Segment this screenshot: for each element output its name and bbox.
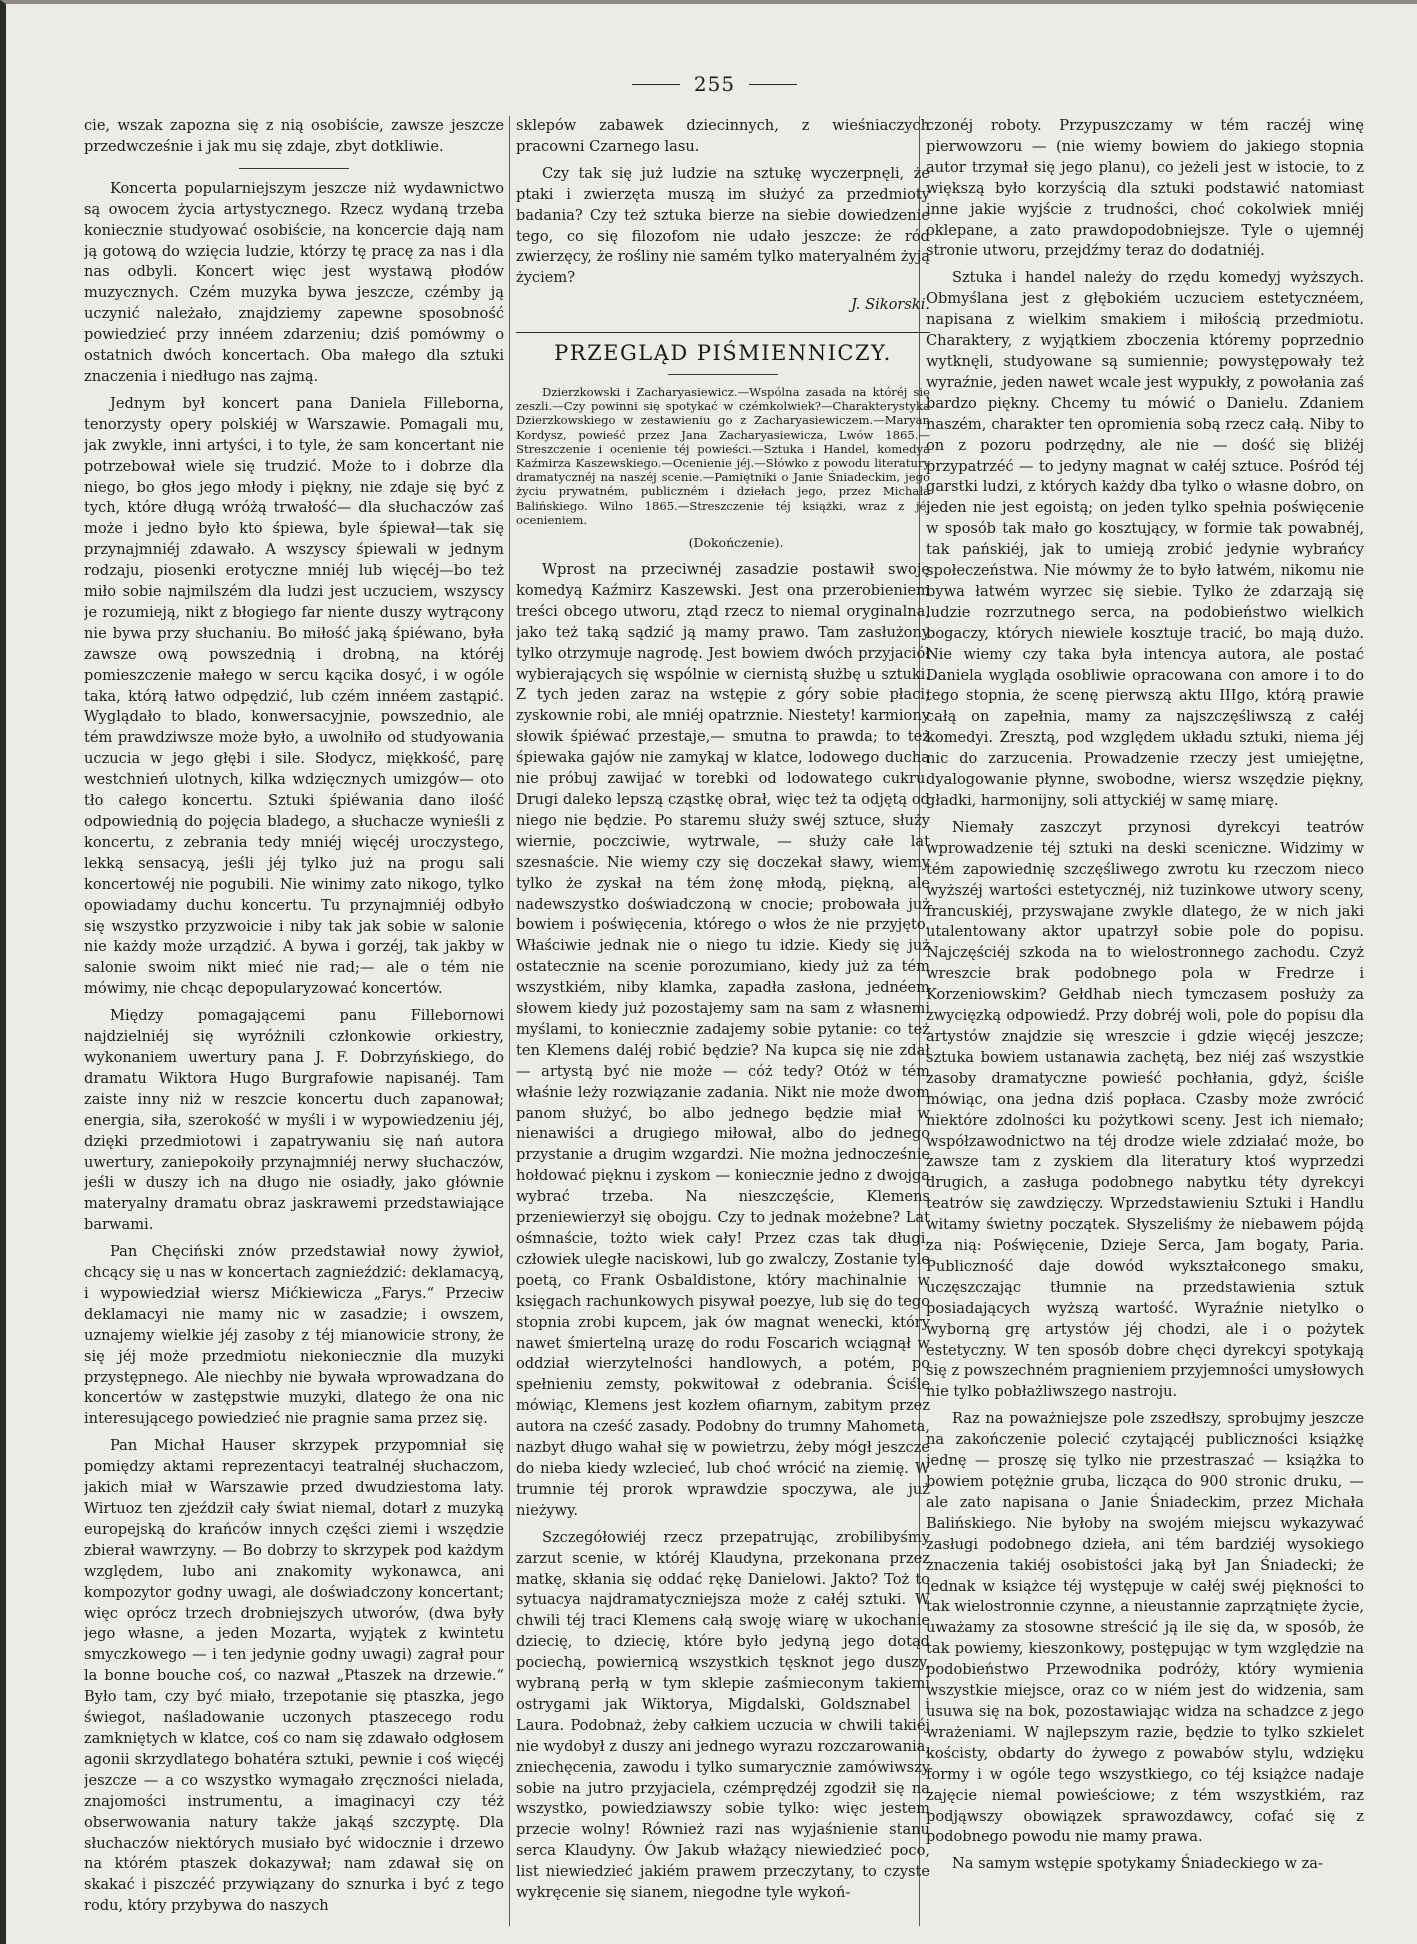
section-title: PRZEGLĄD PIŚMIENNICZY.: [554, 341, 892, 366]
column-1: [84, 116, 504, 1926]
page-number: 255: [693, 72, 736, 96]
paragraph: Sztuka i handel należy do rzędu komedyj wyższych. Obmyślana jest z głębokiém uczuciem estetycznéem, napisana z wielkim smakiem i miłością przedmiotu. Charaktery, z wyjątkiem zboczenia któremy poprzednio wytknęli, studyowane są sumiennie; powystępowały też wyraźnie, jeden nawet wcale jest wypukły, z powołania zaś bardzo piękny. Chcemy tu mówić o Danielu. Zdaniem naszém, charakter ten opromienia sobą rzecz całą. Niby to on z pozoru podrzędny, ale nie — dość się bliżéj przypatrzéć — to jedyny magnat w całéj sztuce. Pośród téj garstki ludzi, z których każdy dba tylko o własne dobro, on jeden nie jest egoistą; on jeden tylko spełnia poświęcenie w sposób tak mało go kosztujący, w formie tak powabnéj, tak pańskiéj, jak to umieją zrobić jedynie wybrańcy społeczeństwa. Nie mówmy że to było łatwém, nikomu nie bywa łatwém wyrzec się siebie. Tylko że zdarzają się ludzie rozrzutnego serca, na podobieństwo wielkich bogaczy, których niewiele kosztuje tracić, bo mają dużo. Nie wiemy czy taka była intencya autora, ale postać Daniela wygląda osobliwie opracowana con amore i to do tego stopnia, że scenę pierwszą aktu IIIgo, którą prawie całą on zapełnia, mamy za najszczęśliwszą z całéj komedyi. Zresztą, pod względem układu sztuki, niema jéj nic do zarzucenia. Prowadzenie rzeczy jest umiejętne, dyalogowanie płynne, swobodne, wiersz wszędzie piękny, gładki, harmonijny, soli attyckiéj w samę miarę.: [926, 269, 1364, 809]
column-2: [516, 116, 930, 1926]
paragraph: Koncerta popularniejszym jeszcze niż wydawnictwo są owocem życia artystycznego. Rzecz wydaną trzeba koniecznie studyować osobiście, na koncercie dają nam ją gotową do wzięcia ludzie, którzy tę pracę za nas i dla nas odbyli. Koncert więc jest wystawą płodów muzycznych. Czém muzyka bywa jeszcze, czémby ją uczynić należało, znajdziemy zapewne sposobność powiedzieć przy innéem zdarzeniu; dziś pomówmy o ostatnich dwóch koncertach. Oba małego dla sztuki znaczenia i niedługo nas zajmą.: [84, 179, 504, 385]
section-summary: Dzierzkowski i Zacharyasiewicz.—Wspólna zasada na któréj się zeszli.—Czy powinni się spotykać w czémkolwiek?—Charakterystyka Dzierzkowskiego w zestawieniu go z Zacharyasiewiczem.—Maryan Kordysz, powieść przez Jana Zacharyasiewicza, Lwów 1865.—Streszczenie i ocenienie téj powieści.—Sztuka i Handel, komedya Kaźmirza Kaszewskiego.—Ocenienie jéj.—Słówko z powodu literatury dramatycznéj na naszéj scenie.—Pamiętniki o Janie Śniadeckim, jego życiu prywatném, publiczném i dziełach jego, przez Michała Balińskiego. Wilno 1865.—Streszczenie téj książki, wraz z jéj ocenieniem.: [516, 385, 930, 527]
paragraph: Wprost na przeciwnéj zasadzie postawił swoję komedyą Kaźmirz Kaszewski. Jest ona przerobieniem treści obcego utworu, ztąd rzecz to niemal oryginalna, jako też taką sądzić ją mamy prawo. Tam zasłużony tylko otrzymuje nagrodę. Jest bowiem dwóch przyjaciół wybierających się wspólnie w ciernistą służbę u sztuki. Z tych jeden zaraz na wstępie z góry sobie płaci; zyskownie robi, ale mniéj opatrznie. Niestety! karmiony słowik śpiéwać przestaje,— smutna to prawda; to też śpiewaka gajów nie zamykaj w klatce, lodowego ducha nie próbuj zawijać w torebki od lodowatego cukru. Drugi daleko lepszą cząstkę obrał, więc też ta odjętą od niego nie będzie. Po staremu służy swéj sztuce, służy wiernie, poczciwie, wytrwale, — służy całe lat szesnaście. Nie wiemy czy się doczekał sławy, wiemy tylko że zyskał na tém żonę młodą, piękną, ale nadewszystko doświadczoną w cnocie; probowała już bowiem i poświęcenia, którego o włos że nie przyjęto. Właściwie jednak nie o niego tu idzie. Kiedy się już ostatecznie na scenie porozumiano, kiedy już za tém wszystkiém, niby klamka, zapadła zasłona, jednéem słowem kiedy już pozostajemy sam na sam z własnemi myślami, to koniecznie zadajemy sobie pytanie: co też ten Klemens daléj robić będzie? Na kupca się nie zdał — artystą być nie może — cóż tedy? Otóż w tém właśnie leży rozwiązanie zadania. Nikt nie może dwom panom służyć, bo albo jednego będzie miał w nienawiści a drugiego miłował, albo do jednego przystanie a drugim wzgardzi. Nie można jednocześnie hołdować pięknu i zyskom — koniecznie jedno z dwojga wybrać trzeba. Na nieszczęście, Klemens przeniewierzył się obojgu. Czy to jednak możebne? Lat ośmnaście, tożto wiek cały! Przez czas tak długi, człowiek uległe naciskowi, lub go zwalczy, Zostanie tyle poetą, co Frank Osbaldistone, który machinalnie w księgach rachunkowych pisywał poezye, lub się do tego stopnia zrobi kupcem, jak ów magnat wenecki, który nawet śmiertelną urazę do rodu Foscarich wciągnął w oddział wierzytelności handlowych, a potém, po spełnieniu zemsty, pokwitował z odebrania. Ściśle mówiąc, Klemens jest kozłem ofiarnym, zabitym przez autora na cześć zasady. Podobny do trumny Mahometa, nazbyt długo wahał się w powietrzu, żeby mógł jeszcze do nieba kiedy wzlecieć, lub choć wrócić na ziemię. W trumnie téj prorok wprawdzie spoczywa, ale już nieżywy.: [516, 561, 930, 1519]
title-underline: [668, 374, 778, 375]
paragraph: Czy tak się już ludzie na sztukę wyczerpnęli, że ptaki i zwierzęta muszą im służyć za przedmioty badania? Czy też sztuka bierze na siebie dowiedzenie tego, co się filozofom nie udało jeszcze: że ród zwierzęcy, że rośliny nie samém tylko materyalném żyją życiem?: [516, 164, 930, 287]
continuation-label: (Dokończenie).: [688, 535, 784, 551]
paragraph: Szczegółowiéj rzecz przepatrując, zrobilibyśmy zarzut scenie, w któréj Klaudyna, przekonana przez matkę, skłania się oddać rękę Danielowi. Jakto? Toż to sytuacya najdramatyczniejsza może z całéj sztuki. W chwili téj traci Klemens całą swoję wiarę w ukochanie dziecię, to dziecię, które było jedyną jego dotąd pociechą, powiernicą wszystkich tęsknot jego duszy, wybraną perłą w tym sklepie zaśmieconym takiemi ostrygami jak Wiktorya, Migdalski, Goldsznabel i Laura. Podobnaż, żeby całkiem uczucia w chwili takiéj nie wydobył z duszy ani jednego wyrazu rozczarowania, zniechęcenia, zawodu i tylko sumarycznie zamówiwszy sobie na jutro przyjaciela, czémprędzéj zgodził się na wszystko, powiedziawszy sobie tylko: więc jestem przecie wolny! Również razi nas wyjaśnienie stanu serca Klaudyny. Ów Jakub włażący niewiedzieć poco, list niewiedzieć jakiém prawem przeczytany, to czyste wykręcenie się sianem, niegodne tyle wykoń-: [516, 1528, 930, 1902]
column-divider-1: [509, 116, 510, 1926]
paragraph: cie, wszak zapozna się z nią osobiście, zawsze jeszcze przedwcześnie i jak mu się zdaje, zbyt dotkliwie.: [84, 117, 504, 155]
column-3: [926, 116, 1364, 1926]
paragraph: Między pomagającemi panu Fillebornowi najdzielniéj się wyróżnili członkowie orkiestry, wykonaniem uwertury pana J. F. Dobrzyńskiego, do dramatu Wiktora Hugo Burgrafowie napisanéj. Tam zaiste inny niż w reszcie koncertu duch zapanował; energia, siła, szerokość w myśli i w wypowiedzeniu jéj, dzięki przedmiotowi i zapatrywaniu się nań autora uwertury, zaniepokoiły przynajmniéj nerwy słuchaczów, jeśli w duszy ich na długo nie osiadły, jako głównie materyalny dramatu obraz jaskrawemi przedstawiające barwami.: [84, 1007, 504, 1234]
paragraph: Raz na poważniejsze pole zszedłszy, sprobujmy jeszcze na zakończenie polecić czytającéj publiczności książkę jednę — proszę się tylko nie przestraszać — książka to bowiem potężnie gruba, licząca do 900 stronic druku, — ale zato napisana o Janie Śniadeckim, przez Michała Balińskiego. Nie byłoby na swojém miejscu wykazywać zasługi podobnego dzieła, ani tém bardziéj wysokiego znaczenia takiéj osobistości jaką był Jan Śniadecki; że jednak w książce téj występuje w całéj swéj piękności to tak wielostronnie czynne, a nieustannie zaprzątnięte życie, uważamy za stosowne streścić ją ile się da, w sposób, że tak powiemy, kieszonkowy, postępując w tym względzie na podobieństwo Przewodnika podróży, który wymienia wszystkie miejsce, oraz co w niém jest do widzenia, sam usuwa się na bok, pozostawiając widza na schadzce z jego wrażeniami. W najlepszym razie, będzie to tylko szkielet kościsty, obdarty do żywego z powabów stylu, wdzięku formy i w ogóle tego wszystkiego, co téj książce nadaje zajęcie niemal powieściowe; z tém wszystkiém, raz podjąwszy obowiązek sprawozdawcy, cofać się z podobnego powodu nie mamy prawa.: [926, 1410, 1364, 1846]
paragraph: Niemały zaszczyt przynosi dyrekcyi teatrów wprowadzenie téj sztuki na deski sceniczne. Widzimy w tém zapowiednię szczęśliwego zwrotu ku rzeczom niеco wyższéj wartości estetycznéj, niż tuzinkowe utwory sceny, francuskiéj, przyswajane zwykle dlatego, że w nich jaki utalentowany aktor upatrzył sobie pole do popisu. Najczęściéj szkoda na to wielostronnego zachodu. Czyż wreszcie brak podobnego pola w Fredrze i Korzeniowskim? Gełdhab niech tymczasem posłuży za zwycięzką odpowiedź. Przy dobréj woli, pole do popisu dla artystów znajdzie się wreszcie i gdzie więcéj jeszcze; sztuka bowiem ustanawia zachętą, bez niéj zaś wszystkie zasoby dramatyczne powieść pochłania, gdyż, ściśle mówiąc, ona jedna dziś popłaca. Czasby może zwrócić niektóre zdolności ku pożytkowi sceny. Jest ich niemało; współzawodnictwo na téj drodze wiele zdziałać może, bo zawsze tam z zyskiem dla literatury ktoś wyprzedzi drugich, a zasługa podobnego nabytku téty dyrekcyi teatrów się zawdzięczy. Wprzedstawieniu Sztuki i Handlu witamy świetny początek. Słyszeliśmy że niebawem pójdą za nią: Poświęcenie, Dzieje Serca, Jam bogaty, Paria. Publiczność daje dowód wykształconego smaku, uczęszczając tłumnie na przedstawienia sztuk posiadających wyższą wartość. Wyraźnie nietylko o wyborną grę artystów jéj chodzi, ale i o pożytek estetyczny. W ten sposób dobre chęci dyrekcyi spotykają się z powszechném pragnieniem przyjemności umysłowych nie tylko pobłażliwszego nastroju.: [926, 818, 1364, 1401]
paragraph: Pan Chęciński znów przedstawiał nowy żywioł, chcący się u nas w koncertach zagnieździć: deklamacyą, i wypowiedział wiersz Mićkiewicza „Farys.“ Przeciw deklamacyi nie mamy nic w zasadzie; i owszem, uznajemy wielkie jéj zasoby z téj mianowicie strony, że się jéj może przedmiotu niekoniecznie dla muzyki przystępnego. Ale niechby nie bywała wprowadzana do koncertów w zastępstwie muzyki, dlatego że ona nic interesującego powiedzieć nie pragnie sama przez się.: [84, 1243, 504, 1428]
paragraph: sklepów zabawek dziecinnych, z wieśniaczych pracowni Czarnego lasu.: [516, 117, 930, 155]
section-divider: [516, 332, 930, 333]
section-divider: [239, 168, 349, 169]
author-signature: J. Sikorski.: [851, 296, 930, 314]
page-header: [6, 72, 1417, 96]
paragraph: czonéj roboty. Przypuszczamy w tém raczéj winę pierwowzoru — (nie wiemy bowiem do jakiego stopnia autor trzymał się jego planu), co jeżeli jest w istocie, to z większą było korzyścią dla sztuki podstawić natomiast inne jakie wyjście z trudności, choć cokolwiek mniéj oklepane, a zato prawdopodobniejsze. Tyle o ujemnéj stronie utworu, przejdźmy teraz do dodatniéj.: [926, 117, 1364, 260]
header-rule-left: [632, 84, 680, 85]
paragraph: Jednym był koncert pana Daniela Filleborna, tenorzysty opery polskiéj w Warszawie. Pomagali mu, jak zwykle, inni artyści, i to tyle, że sam koncertant nie potrzebował wiele się trudzić. Może to i dobrze dla niego, bo głos jego młody i piękny, nie zdaje się być z tych, które długą wróżą trwałość— dla słuchaczów zaś może i jedno było kto śpiewa, byle śpiewał—tak się przynajmniéj zdawało. A wszyscy śpiewali w jednym rodzaju, piosenki erotyczne mniéj lub więcéj—bo też miło sobie najmilszém dla ludzi jest uczuciem, wszyscy je rozumieją, nikt z błogiego far niente duszy wytrącony nie bywa przy słuchaniu. Bo miłość jaką śpiéwano, była zawsze ową powszednią i drobną, na któréj pomieszczenie małego w sercu kącika dosyć, i w ogóle taka, którą łatwo odpędzić, lub czém innéem zastąpić. Wyglądało to blado, konwersacyjnie, powszednio, ale tém prawdziwsze może było, a uwolniło od studyowania uczucia w jego głębi i sile. Słodycz, miękkość, parę westchnień ulotnych, kilka wdzięcznych umizgów— oto tło całego koncertu. Sztuki śpiéwania dano ilość odpowiednią do pojęcia bladego, a słuchacze wynieśli z koncertu, z zebrania tedy mniéj więcéj uroczystego, lekką sensacyą, jeśli jéj tylko już na progu sali koncertowéj nie pogubili. Nie winimy zato nikogo, tylko opowiadamy duchu koncertu. Tu przynajmniéj odbyło się wszystko przyzwoicie i niby tak jak sobie w salonie nie każdy może urządzić. A bywa i gorzéj, tak jakby w salonie swoim nikt mieć nie rad;— ale o tém nie mówimy, nie chcąc depopularyzować koncertów.: [84, 394, 504, 998]
paragraph: Na samym wstępie spotykamy Śniadeckiego w za-: [952, 1855, 1323, 1873]
header-rule-right: [749, 84, 797, 85]
paragraph: Pan Michał Hauser skrzypek przypomniał się pomiędzy aktami reprezentacyi teatralnéj słuchaczom, jakich miał w Warszawie przed dwudziestoma laty. Wirtuoz ten zjeździł cały świat niemal, dotarł z muzyką europejską do krańców innych części ziemi i wszędzie zbierał wawrzyny. — Bo dobrzy to skrzypek pod każdym względem, lubo ani znakomity wykonawca, ani kompozytor godny uwagi, ale doświadczony koncertant; więc oprócz trzech drobniejszych utworów, (dwa były jego własne, a jeden Mozarta, wyjątek z kwintetu smyczkowego — i ten jedynie godny uwagi) zagrał pour la bonne bouche coś, co nazwał „Ptaszek na drzewie.“ Było tam, czy być miało, trzepotanie się ptaszka, jego świegot, naśladowanie uczonych ptaszecego rodu zamkniętych w klatce, coś co nam się zdawało odgłosem agonii skrzydlatego bohatéra sztuki, pewnie i coś więcéj jeszcze — a co wszystko wymagało zręczności nielada, znajomości instrumentu, a imaginacyi czy téż obserwowania natury także jakąś szczyptę. Dla słuchaczów niektórych musiało być widocznie i drzewo na którém ptaszek dokazywał; nam zdawał się on skakać i piszczéć przywiązany do sznurka i być z tego rodu, który przybywa do naszych: [84, 1437, 504, 1915]
